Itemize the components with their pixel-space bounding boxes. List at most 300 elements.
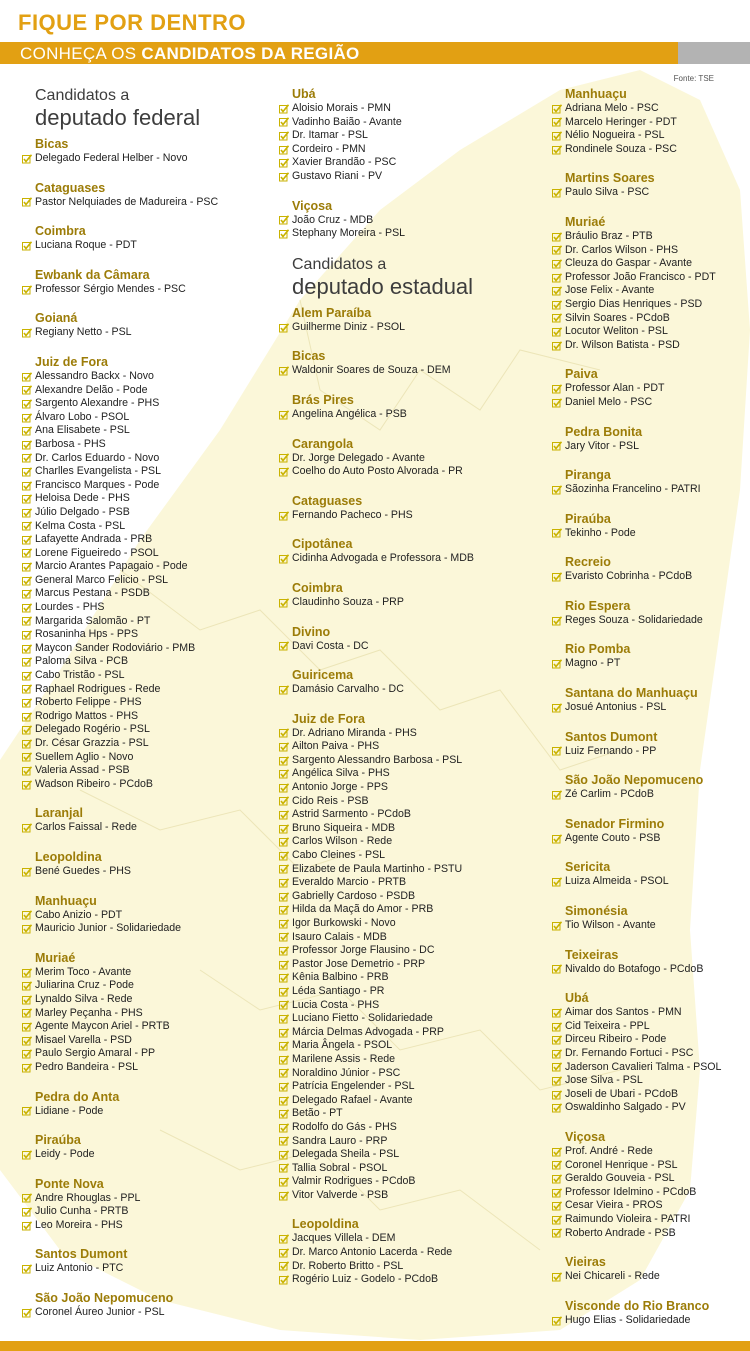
candidate-item — [22, 196, 270, 210]
candidate-item — [552, 745, 748, 759]
candidate-item — [279, 1135, 541, 1149]
candidate-item — [279, 596, 541, 610]
candidate-name: Jose Felix - Avante — [565, 284, 655, 297]
candidate-item — [22, 520, 270, 534]
city-name: Simonésia — [565, 904, 628, 919]
checkbox-check-icon — [279, 932, 289, 942]
checkbox-check-icon — [22, 328, 32, 338]
checkbox-check-icon — [22, 1049, 32, 1059]
candidate-item — [279, 1189, 541, 1203]
city-group — [552, 947, 748, 977]
candidate-item — [22, 1205, 270, 1219]
candidate-item — [552, 1199, 748, 1213]
candidate-name: Dr. Fernando Fortuci - PSC — [565, 1047, 694, 1059]
checkbox-check-icon — [552, 1188, 562, 1198]
city-group — [22, 1132, 270, 1162]
checkbox-check-icon — [279, 641, 289, 651]
checkbox-check-icon — [279, 728, 289, 738]
candidate-name: Ana Elisabete - PSL — [35, 424, 130, 437]
candidate-item — [22, 615, 270, 629]
candidate-item — [279, 156, 541, 170]
city-name: Viçosa — [565, 1129, 606, 1144]
city-group — [279, 305, 541, 335]
candidate-item — [279, 767, 541, 781]
candidate-item — [22, 751, 270, 765]
candidate-name: Professor Idelmino - PCdoB — [565, 1185, 697, 1198]
candidate-item — [552, 244, 748, 258]
candidate-name: Joseli de Ubari - PCdoB — [565, 1087, 679, 1100]
candidate-item — [22, 764, 270, 778]
candidate-name: Delegada Sheila - PSL — [292, 1148, 400, 1161]
candidate-item — [552, 129, 748, 143]
checkbox-check-icon — [22, 1264, 32, 1274]
candidate-name: Charlles Evangelista - PSL — [35, 465, 162, 478]
checkbox-check-icon — [279, 796, 289, 806]
candidate-item — [552, 1159, 748, 1173]
candidate-item — [552, 1033, 748, 1047]
candidate-name: Márcia Delmas Advogada - PRP — [292, 1025, 444, 1038]
checkbox-check-icon — [552, 1160, 562, 1170]
candidate-item — [552, 657, 748, 671]
city-group — [552, 729, 748, 759]
candidate-item — [22, 560, 270, 574]
candidate-item — [22, 1148, 270, 1162]
candidate-item — [279, 971, 541, 985]
checkbox-check-icon — [552, 313, 562, 323]
candidate-item — [22, 979, 270, 993]
candidate-item — [22, 587, 270, 601]
city-group — [22, 136, 270, 166]
candidate-item — [22, 492, 270, 506]
candidate-item — [22, 1034, 270, 1048]
checkbox-check-icon — [22, 285, 32, 295]
city-group — [279, 1216, 541, 1286]
candidate-name: Roberto Felippe - PHS — [35, 696, 142, 709]
candidate-item — [279, 876, 541, 890]
checkbox-check-icon — [22, 562, 32, 572]
candidate-item — [552, 396, 748, 410]
city-group — [22, 1290, 270, 1320]
checkbox-check-icon — [552, 1076, 562, 1086]
candidate-item — [552, 102, 748, 116]
candidate-item — [22, 710, 270, 724]
candidate-item — [552, 701, 748, 715]
candidate-item — [552, 614, 748, 628]
checkbox-check-icon — [22, 823, 32, 833]
candidate-item — [552, 1227, 748, 1241]
city-name: Teixeiras — [565, 947, 619, 962]
city-group — [552, 598, 748, 628]
candidate-name: Lafayette Andrada - PRB — [35, 533, 153, 546]
candidate-item — [279, 509, 541, 523]
city-group — [279, 624, 541, 654]
checkbox-check-icon — [552, 259, 562, 269]
candidate-item — [279, 863, 541, 877]
checkbox-check-icon — [279, 158, 289, 168]
candidate-name: Rosaninha Hps - PPS — [35, 628, 139, 641]
checkbox-check-icon — [279, 742, 289, 752]
heading-small: Candidatos a — [292, 255, 387, 273]
candidate-name: Bráulio Braz - PTB — [565, 229, 653, 242]
checkbox-check-icon — [22, 995, 32, 1005]
city-group — [279, 493, 541, 523]
checkbox-check-icon — [279, 467, 289, 477]
city-name: Divino — [292, 624, 331, 639]
city-group — [552, 214, 748, 352]
checkbox-check-icon — [22, 644, 32, 654]
candidate-name: Heloisa Dede - PHS — [35, 492, 130, 505]
candidate-item — [279, 822, 541, 836]
checkbox-check-icon — [552, 286, 562, 296]
checkbox-check-icon — [22, 1193, 32, 1203]
candidate-item — [279, 1260, 541, 1274]
checkbox-check-icon — [552, 1090, 562, 1100]
candidate-item — [279, 1148, 541, 1162]
checkbox-check-icon — [279, 1163, 289, 1173]
checkbox-check-icon — [552, 145, 562, 155]
checkbox-check-icon — [22, 780, 32, 790]
city-group — [552, 859, 748, 889]
city-group — [22, 354, 270, 791]
candidate-name: General Marco Felicio - PSL — [35, 573, 169, 586]
candidate-name: Coronel Henrique - PSL — [565, 1158, 678, 1171]
city-group — [552, 1254, 748, 1284]
candidate-name: Locutor Weliton - PSL — [565, 325, 668, 338]
candidate-item — [279, 795, 541, 809]
source-note: Fonte: TSE — [673, 74, 714, 83]
city-name: Rio Espera — [565, 598, 631, 613]
city-group — [22, 849, 270, 879]
candidate-name: Josué Antonius - PSL — [565, 701, 667, 714]
candidate-name: Pedro Bandeira - PSL — [35, 1060, 139, 1073]
candidate-item — [552, 1006, 748, 1020]
candidate-item — [552, 1172, 748, 1186]
candidate-name: Nei Chicareli - Rede — [565, 1270, 660, 1283]
checkbox-check-icon — [552, 1062, 562, 1072]
city-name: Piraúba — [565, 511, 611, 526]
candidate-item — [22, 966, 270, 980]
candidate-item — [552, 919, 748, 933]
candidate-item — [552, 440, 748, 454]
candidate-name: Roberto Andrade - PSB — [565, 1226, 676, 1239]
candidate-item — [22, 465, 270, 479]
checkbox-check-icon — [279, 172, 289, 182]
candidate-name: Rogério Luiz - Godelo - PCdoB — [292, 1273, 439, 1286]
city-group — [279, 436, 541, 479]
candidate-name: Suellem Aglio - Novo — [35, 750, 134, 763]
candidate-item — [279, 1053, 541, 1067]
candidate-item — [552, 1088, 748, 1102]
candidate-name: Bené Guedes - PHS — [35, 864, 131, 877]
candidate-name: Angelina Angélica - PSB — [292, 407, 407, 420]
candidate-item — [552, 1270, 748, 1284]
candidate-item — [22, 283, 270, 297]
checkbox-check-icon — [22, 752, 32, 762]
checkbox-check-icon — [552, 964, 562, 974]
candidate-item — [552, 1061, 748, 1075]
candidate-name: Lorene Figueiredo - PSOL — [35, 546, 159, 559]
checkbox-check-icon — [552, 1174, 562, 1184]
candidate-item — [22, 424, 270, 438]
checkbox-check-icon — [552, 1201, 562, 1211]
section-heading-federal — [35, 86, 270, 130]
candidate-name: Júlio Delgado - PSB — [35, 505, 130, 518]
candidate-item — [279, 754, 541, 768]
candidate-name: Claudinho Souza - PRP — [292, 595, 404, 608]
candidate-item — [279, 808, 541, 822]
checkbox-check-icon — [552, 572, 562, 582]
checkbox-check-icon — [279, 685, 289, 695]
checkbox-check-icon — [552, 1316, 562, 1326]
checkbox-check-icon — [279, 410, 289, 420]
checkbox-check-icon — [279, 919, 289, 929]
checkbox-check-icon — [22, 521, 32, 531]
page-title: FIQUE POR DENTRO — [18, 10, 247, 35]
city-name: Guiricema — [292, 668, 354, 683]
city-group — [552, 685, 748, 715]
candidate-name: Marley Peçanha - PHS — [35, 1006, 143, 1019]
checkbox-check-icon — [552, 117, 562, 127]
checkbox-check-icon — [279, 1000, 289, 1010]
checkbox-check-icon — [279, 851, 289, 861]
candidate-name: Luiza Almeida - PSOL — [565, 875, 669, 888]
candidate-item — [22, 506, 270, 520]
banner-title — [20, 44, 360, 64]
candidate-name: Marcelo Heringer - PDT — [565, 115, 677, 128]
candidate-name: Igor Burkowski - Novo — [292, 917, 396, 929]
city-group — [22, 805, 270, 835]
candidate-item — [22, 452, 270, 466]
candidate-name: Hugo Elias - Solidariedade — [565, 1313, 691, 1326]
candidate-item — [552, 271, 748, 285]
city-group — [22, 893, 270, 936]
candidate-name: Zé Carlim - PCdoB — [565, 788, 654, 801]
checkbox-check-icon — [279, 973, 289, 983]
city-name: Sericita — [565, 860, 611, 875]
candidate-item — [22, 1219, 270, 1233]
checkbox-check-icon — [279, 1191, 289, 1201]
candidate-name: Daniel Melo - PSC — [565, 395, 653, 408]
candidate-item — [279, 552, 541, 566]
candidate-item — [279, 1067, 541, 1081]
checkbox-check-icon — [22, 698, 32, 708]
checkbox-check-icon — [22, 426, 32, 436]
checkbox-check-icon — [279, 1041, 289, 1051]
checkbox-check-icon — [552, 790, 562, 800]
candidate-item — [552, 1101, 748, 1115]
checkbox-check-icon — [552, 703, 562, 713]
candidate-name: Gabrielly Cardoso - PSDB — [292, 889, 416, 902]
candidate-item — [22, 239, 270, 253]
checkbox-check-icon — [552, 1215, 562, 1225]
candidate-name: Cabo Tristão - PSL — [35, 669, 125, 682]
city-group — [279, 711, 541, 1203]
candidate-name: Jary Vitor - PSL — [565, 439, 639, 452]
candidate-item — [279, 143, 541, 157]
city-name: Pedra Bonita — [565, 424, 643, 439]
candidate-item — [552, 832, 748, 846]
candidate-name: Merim Toco - Avante — [35, 965, 132, 978]
candidate-item — [22, 1061, 270, 1075]
checkbox-check-icon — [22, 589, 32, 599]
city-group — [552, 511, 748, 541]
checkbox-check-icon — [22, 766, 32, 776]
city-name: Manhuaçu — [35, 893, 97, 908]
candidate-item — [279, 170, 541, 184]
candidate-name: Bruno Siqueira - MDB — [292, 821, 396, 834]
candidate-name: Gustavo Riani - PV — [292, 169, 383, 182]
candidate-item — [552, 1213, 748, 1227]
checkbox-check-icon — [22, 630, 32, 640]
checkbox-check-icon — [22, 440, 32, 450]
checkbox-check-icon — [552, 1228, 562, 1238]
checkbox-check-icon — [552, 188, 562, 198]
city-name: Brás Pires — [292, 392, 354, 407]
city-group — [552, 903, 748, 933]
city-name: Paiva — [565, 367, 598, 382]
candidate-item — [22, 922, 270, 936]
candidate-name: Juliarina Cruz - Pode — [35, 979, 134, 992]
candidate-name: Dr. César Grazzia - PSL — [35, 737, 149, 749]
candidate-item — [279, 1162, 541, 1176]
heading-big: deputado estadual — [292, 273, 474, 299]
checkbox-check-icon — [22, 481, 32, 491]
checkbox-check-icon — [279, 1055, 289, 1065]
candidate-name: Cido Reis - PSB — [292, 794, 369, 807]
checkbox-check-icon — [552, 1022, 562, 1032]
candidate-item — [279, 999, 541, 1013]
checkbox-check-icon — [22, 1008, 32, 1018]
candidate-item — [22, 1047, 270, 1061]
city-name: Goianá — [35, 311, 78, 326]
checkbox-check-icon — [279, 145, 289, 155]
candidate-item — [22, 642, 270, 656]
candidate-name: Maria Ângela - PSOL — [292, 1039, 393, 1052]
checkbox-check-icon — [22, 1150, 32, 1160]
candidate-item — [279, 102, 541, 116]
candidate-name: Alessandro Backx - Novo — [35, 369, 154, 382]
city-group — [552, 170, 748, 200]
candidate-item — [279, 683, 541, 697]
checkbox-check-icon — [279, 453, 289, 463]
candidate-item — [279, 408, 541, 422]
candidate-item — [279, 1175, 541, 1189]
city-name: Martins Soares — [565, 171, 655, 186]
candidate-item — [22, 1020, 270, 1034]
checkbox-check-icon — [22, 576, 32, 586]
candidate-name: Astrid Sarmento - PCdoB — [292, 808, 411, 821]
candidate-name: Xavier Brandão - PSC — [292, 156, 397, 169]
checkbox-check-icon — [279, 366, 289, 376]
candidate-item — [552, 257, 748, 271]
candidate-name: Paulo Sergio Amaral - PP — [35, 1047, 156, 1060]
candidate-name: Aloisio Morais - PMN — [292, 102, 391, 114]
candidate-name: João Cruz - MDB — [292, 213, 374, 226]
candidate-item — [552, 788, 748, 802]
candidate-name: Maycon Sander Rodoviário - PMB — [35, 641, 196, 654]
checkbox-check-icon — [279, 1150, 289, 1160]
checkbox-check-icon — [279, 892, 289, 902]
checkbox-check-icon — [552, 1103, 562, 1113]
checkbox-check-icon — [279, 323, 289, 333]
city-name: Juiz de Fora — [292, 711, 365, 726]
candidate-name: Raimundo Violeira - PATRI — [565, 1212, 691, 1225]
banner-grey-tab — [678, 42, 750, 64]
candidate-item — [279, 1026, 541, 1040]
candidate-item — [22, 696, 270, 710]
candidate-item — [22, 655, 270, 669]
candidate-name: Dr. Itamar - PSL — [292, 129, 368, 142]
candidate-name: Ailton Paiva - PHS — [292, 740, 380, 753]
candidate-item — [22, 326, 270, 340]
city-name: Juiz de Fora — [35, 354, 108, 369]
checkbox-check-icon — [279, 1109, 289, 1119]
city-name: Coimbra — [35, 224, 86, 239]
candidate-name: Rodolfo do Gás - PHS — [292, 1120, 397, 1133]
candidate-name: Luciana Roque - PDT — [35, 239, 137, 252]
candidate-name: Andre Rhouglas - PPL — [35, 1191, 141, 1204]
candidate-name: Dirceu Ribeiro - Pode — [565, 1033, 667, 1046]
city-name: Leopoldina — [35, 849, 102, 864]
candidate-item — [22, 669, 270, 683]
checkbox-check-icon — [22, 1106, 32, 1116]
candidate-name: Valmir Rodrigues - PCdoB — [292, 1175, 416, 1188]
candidate-item — [279, 227, 541, 241]
checkbox-check-icon — [22, 981, 32, 991]
candidate-name: Regiany Netto - PSL — [35, 326, 132, 339]
checkbox-check-icon — [22, 1022, 32, 1032]
checkbox-check-icon — [22, 739, 32, 749]
candidate-item — [552, 1020, 748, 1034]
candidate-item — [552, 1314, 748, 1328]
candidate-name: Evaristo Cobrinha - PCdoB — [565, 570, 693, 583]
candidate-item — [22, 574, 270, 588]
candidate-name: Professor Jorge Flausino - DC — [292, 944, 435, 957]
candidate-item — [279, 931, 541, 945]
city-name: Rio Pomba — [565, 642, 631, 657]
candidate-item — [552, 963, 748, 977]
candidate-name: Misael Varella - PSD — [35, 1033, 132, 1046]
city-name: Viçosa — [292, 198, 333, 213]
candidate-name: Cabo Anizio - PDT — [35, 908, 123, 921]
candidate-item — [279, 1273, 541, 1287]
candidate-item — [22, 601, 270, 615]
checkbox-check-icon — [279, 824, 289, 834]
candidate-item — [279, 917, 541, 931]
checkbox-check-icon — [22, 867, 32, 877]
checkbox-check-icon — [552, 921, 562, 931]
candidate-name: Lynaldo Silva - Rede — [35, 992, 133, 1005]
section-banner — [0, 42, 750, 64]
column-3 — [552, 86, 748, 1341]
candidate-item — [552, 312, 748, 326]
candidate-item — [22, 1007, 270, 1021]
candidate-name: Davi Costa - DC — [292, 639, 369, 652]
candidate-name: Dr. Marco Antonio Lacerda - Rede — [292, 1246, 453, 1259]
city-group — [22, 310, 270, 340]
candidate-item — [22, 384, 270, 398]
candidate-name: Tio Wilson - Avante — [565, 919, 656, 932]
candidate-item — [22, 411, 270, 425]
checkbox-check-icon — [552, 528, 562, 538]
candidate-item — [552, 483, 748, 497]
candidate-name: Cabo Cleines - PSL — [292, 849, 386, 862]
checkbox-check-icon — [552, 485, 562, 495]
city-group — [279, 198, 541, 241]
candidate-name: Delegado Rafael - Avante — [292, 1093, 413, 1106]
candidate-name: Guilherme Diniz - PSOL — [292, 320, 406, 333]
candidate-item — [279, 1094, 541, 1108]
